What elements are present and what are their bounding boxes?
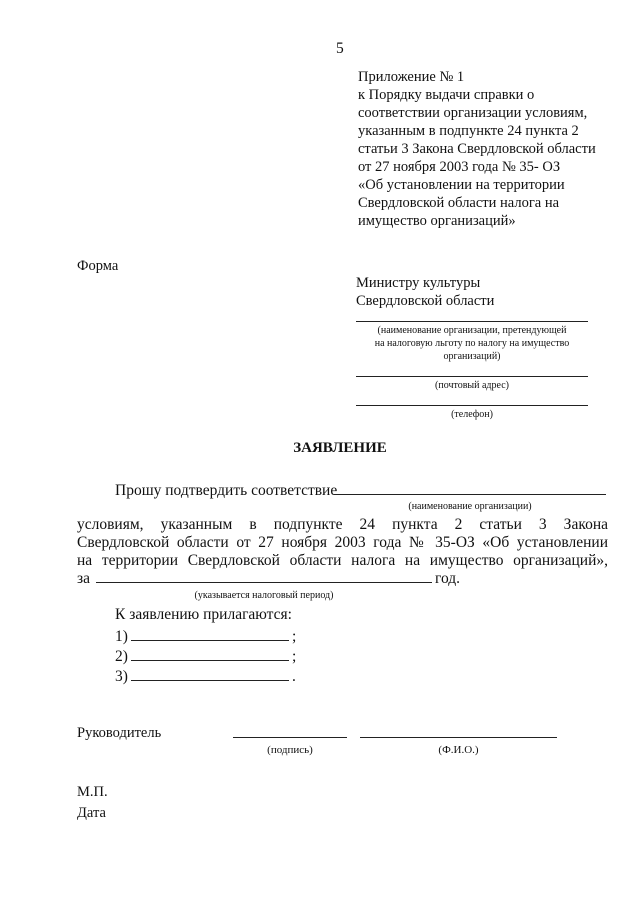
addressee-line-1: Министру культуры — [356, 275, 481, 291]
body-line-2: Свердловской области от 27 ноября 2003 года № 35-ОЗ «Об установлении — [77, 534, 608, 551]
organization-name-hint: (наименование организации) — [408, 501, 532, 512]
attachments-heading: К заявлению прилагаются: — [115, 606, 292, 623]
full-name-line[interactable] — [360, 737, 557, 738]
request-text: Прошу подтвердить соответствие — [115, 482, 338, 499]
page-number: 5 — [336, 40, 344, 57]
address-field-line[interactable] — [356, 376, 588, 377]
signature-line[interactable] — [233, 737, 347, 738]
document-title: ЗАЯВЛЕНИЕ — [293, 440, 387, 456]
head-label: Руководитель — [77, 725, 162, 741]
appendix-line: имущество организаций» — [358, 213, 516, 229]
signature-hint: (подпись) — [267, 744, 313, 756]
attachment-end: . — [292, 668, 296, 685]
tax-period-hint: (указывается налоговый период) — [194, 590, 334, 601]
phone-field-hint: (телефон) — [451, 409, 493, 420]
attachment-line[interactable] — [131, 640, 289, 641]
tax-period-line[interactable] — [96, 582, 432, 583]
appendix-line: соответствии организации условиям, — [358, 105, 588, 121]
addressee-line-2: Свердловской области — [356, 293, 495, 309]
appendix-line: к Порядку выдачи справки о — [358, 87, 535, 103]
year-label: год. — [435, 570, 461, 587]
organization-field-line[interactable] — [356, 321, 588, 322]
organization-name-line[interactable] — [334, 494, 606, 495]
attachment-line[interactable] — [131, 660, 289, 661]
for-label: за — [77, 570, 91, 587]
attachment-number: 1) — [115, 628, 128, 645]
appendix-line: Свердловской области налога на — [358, 195, 560, 211]
appendix-line: указанным в подпункте 24 пункта 2 — [358, 123, 579, 139]
appendix-line: «Об установлении на территории — [358, 177, 565, 193]
seal-label: М.П. — [77, 784, 108, 800]
appendix-line: Приложение № 1 — [358, 69, 465, 85]
body-line-3: на территории Свердловской области налога на имущество организаций», — [77, 552, 608, 569]
full-name-hint: (Ф.И.О.) — [438, 744, 479, 756]
attachment-end: ; — [292, 648, 297, 665]
date-label: Дата — [77, 805, 106, 821]
address-field-hint: (почтовый адрес) — [435, 380, 509, 391]
attachment-number: 2) — [115, 648, 128, 665]
appendix-line: статьи 3 Закона Свердловской области — [358, 141, 596, 157]
organization-field-hint: (наименование организации, претендующей на налоговую льготу по налогу на имущество организаций) — [374, 325, 570, 362]
body-line-1: условиям, указанным в подпункте 24 пункта 2 статьи 3 Закона — [77, 516, 608, 533]
attachment-line[interactable] — [131, 680, 289, 681]
attachment-end: ; — [292, 628, 297, 645]
form-label: Форма — [77, 258, 119, 274]
appendix-line: от 27 ноября 2003 года № 35- ОЗ — [358, 159, 561, 175]
appendix-block — [358, 68, 596, 230]
attachment-number: 3) — [115, 668, 128, 685]
phone-field-line[interactable] — [356, 405, 588, 406]
